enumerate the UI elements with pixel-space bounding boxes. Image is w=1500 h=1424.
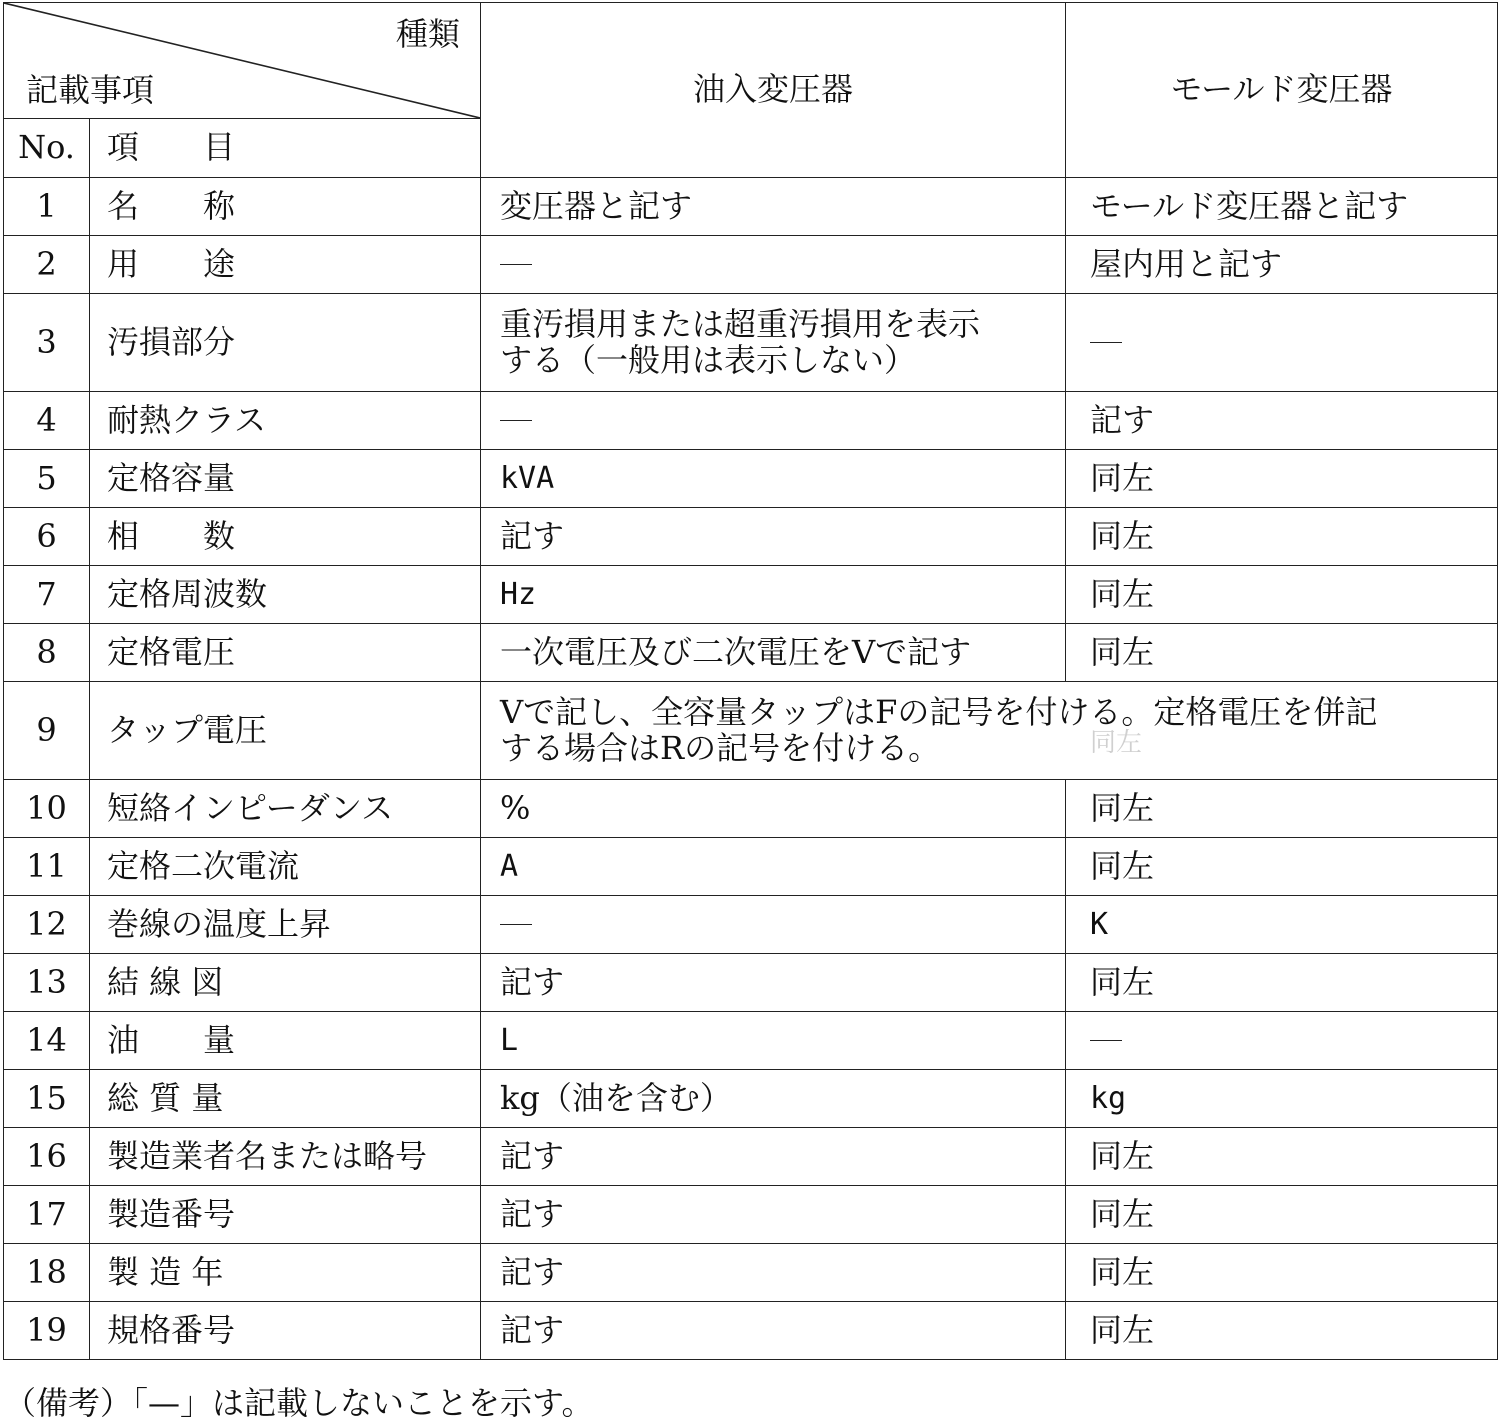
row-number: 6 [4,508,90,566]
mold-value: モールド変圧器と記す [1066,178,1498,236]
item-name: 定格容量 [90,450,481,508]
table-row [4,682,1498,780]
oil-value: 一次電圧及び二次電圧をVで記す [481,624,1066,682]
item-name: 短絡インピーダンス [90,780,481,838]
table-row [4,566,1498,624]
mold-value: 同左 [1066,1186,1498,1244]
mold-value: 同左 [1066,566,1498,624]
faint-same-as-left-mark: 同左 [1090,728,1143,758]
oil-value: kVA [481,450,1066,508]
item-name: 用 途 [90,236,481,294]
table-row [4,236,1498,294]
table-row [4,780,1498,838]
oil-value-line-1: 重汚損用または超重汚損用を表示 [500,304,981,343]
item-name: 製 造 年 [90,1244,481,1302]
oil-value: A [481,838,1066,896]
item-name: 製造業者名または略号 [90,1128,481,1186]
dash-mark [500,420,532,421]
item-name: 相 数 [90,508,481,566]
mold-value: 屋内用と記す [1066,236,1498,294]
row-number: 13 [4,954,90,1012]
kind-label: 種類 [395,15,460,53]
oil-value: 記す [481,1244,1066,1302]
table-row [4,1012,1498,1070]
row-number: 7 [4,566,90,624]
table-row [4,838,1498,896]
diagonal-header-cell [4,3,481,119]
item-name: 油 量 [90,1012,481,1070]
table-row [4,178,1498,236]
item-name: 規格番号 [90,1302,481,1360]
item-name: 定格二次電流 [90,838,481,896]
merged-value-multiline [481,682,1498,780]
oil-value: kg（油を含む） [481,1070,1066,1128]
item-name: 名 称 [90,178,481,236]
row-number: 3 [4,294,90,392]
mold-value: 同左 [1066,780,1498,838]
table-row [4,392,1498,450]
oil-value-multiline [481,294,1066,392]
dash-mark [1090,342,1122,343]
oil-value-dash [481,392,1066,450]
row-number: 5 [4,450,90,508]
mold-value: 同左 [1066,1128,1498,1186]
item-name: 総 質 量 [90,1070,481,1128]
item-name: 定格周波数 [90,566,481,624]
table-row [4,1070,1498,1128]
row-number: 18 [4,1244,90,1302]
oil-value-dash [481,236,1066,294]
table-row [4,954,1498,1012]
oil-value: L [481,1012,1066,1070]
dash-mark [500,264,532,265]
row-number: 4 [4,392,90,450]
row-number: 9 [4,682,90,780]
row-number: 16 [4,1128,90,1186]
table-row [4,896,1498,954]
oil-value: 記す [481,1128,1066,1186]
oil-value: 記す [481,954,1066,1012]
remarks-note: （備考）「—」は記載しないことを示す。 [4,1384,594,1422]
row-number: 12 [4,896,90,954]
mold-value: K [1066,896,1498,954]
row-number: 2 [4,236,90,294]
row-number: 10 [4,780,90,838]
spec-table [3,2,1498,1360]
table-row [4,508,1498,566]
mold-value: 同左 [1066,624,1498,682]
table-row [4,624,1498,682]
oil-value-dash [481,896,1066,954]
mold-value-dash [1066,294,1498,392]
mold-value: 同左 [1066,1302,1498,1360]
row-number: 17 [4,1186,90,1244]
oil-value: Hz [481,566,1066,624]
mold-value: 同左 [1066,450,1498,508]
row-number: 15 [4,1070,90,1128]
mold-value: 同左 [1066,508,1498,566]
table-row [4,1128,1498,1186]
entries-label: 記載事項 [26,71,155,109]
no-header: No. [4,119,90,178]
row-number: 14 [4,1012,90,1070]
row-number: 1 [4,178,90,236]
merged-value-line-1: Vで記し、全容量タップはFの記号を付ける。定格電圧を併記 [500,692,1378,731]
item-name: 製造番号 [90,1186,481,1244]
table-row [4,1186,1498,1244]
oil-transformer-header: 油入変圧器 [481,3,1066,178]
table-row [4,450,1498,508]
table-row [4,1302,1498,1360]
mold-value: 記す [1066,392,1498,450]
table-row [4,1244,1498,1302]
oil-value: 記す [481,1302,1066,1360]
mold-value: 同左 [1066,954,1498,1012]
merged-value-line-2: する場合はRの記号を付ける。 [500,728,941,767]
oil-value: 記す [481,508,1066,566]
dash-mark [1090,1040,1122,1041]
header-row-top [4,3,1498,119]
item-name: 結 線 図 [90,954,481,1012]
table-row [4,294,1498,392]
mold-value-dash [1066,1012,1498,1070]
item-name: 耐熱クラス [90,392,481,450]
mold-value: kg [1066,1070,1498,1128]
item-name: 巻線の温度上昇 [90,896,481,954]
row-number: 11 [4,838,90,896]
mold-value: 同左 [1066,1244,1498,1302]
row-number: 19 [4,1302,90,1360]
row-number: 8 [4,624,90,682]
oil-value-line-2: する（一般用は表示しない） [500,340,917,379]
dash-mark [500,924,532,925]
mold-value: 同左 [1066,838,1498,896]
mold-transformer-header: モールド変圧器 [1066,3,1498,178]
item-name: 汚損部分 [90,294,481,392]
item-name: タップ電圧 [90,682,481,780]
oil-value: 記す [481,1186,1066,1244]
item-header: 項 目 [90,119,481,178]
oil-value: 変圧器と記す [481,178,1066,236]
oil-value: % [481,780,1066,838]
item-name: 定格電圧 [90,624,481,682]
